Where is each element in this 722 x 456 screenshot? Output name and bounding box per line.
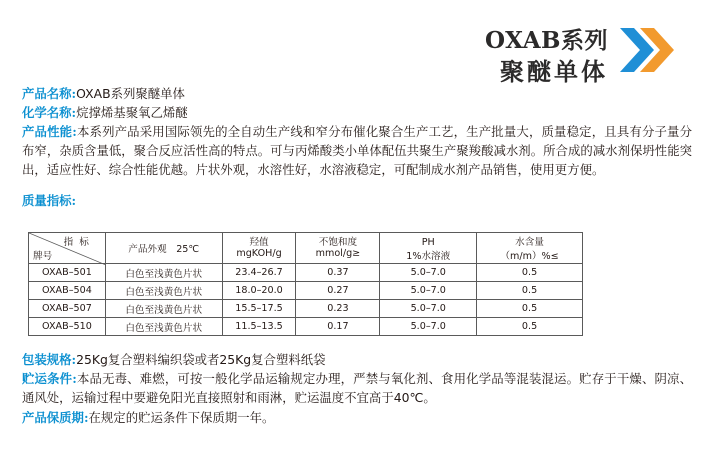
cell-grade: OXAB–501 (29, 264, 106, 282)
header-hydroxyl: 羟值 (222, 233, 296, 249)
storage-label: 贮运条件: (22, 371, 77, 387)
product-name-value: OXAB系列聚醚单体 (76, 86, 185, 101)
double-chevron-right-icon (616, 24, 680, 76)
shelf-life-label: 产品保质期: (22, 409, 89, 425)
product-info (22, 84, 692, 210)
cell-hydroxyl: 23.4–26.7 (222, 264, 296, 282)
header-unsaturation: 不饱和度 (296, 233, 380, 249)
cell-ph: 5.0–7.0 (380, 318, 477, 336)
chemical-name-label: 化学名称: (22, 105, 77, 120)
cell-water: 0.5 (477, 300, 583, 318)
series-subtitle: 聚醚单体 (500, 57, 608, 86)
header-unsaturation-unit: mmol/g≥ (296, 248, 380, 264)
cell-appearance: 白色至浅黄色片状 (105, 282, 222, 300)
cell-grade: OXAB–507 (29, 300, 106, 318)
header-index-label: 指标 (63, 237, 95, 248)
cell-ph: 5.0–7.0 (380, 264, 477, 282)
header-ph: PH (380, 233, 477, 249)
cell-appearance: 白色至浅黄色片状 (105, 300, 222, 318)
storage-text: 本品无毒、难燃，可按一般化学品运输规定办理，严禁与氧化剂、食用化学品等混装混运。贮存于干燥、阴凉、通风处，运输过程中要避免阳光直接照射和雨淋，贮运温度不宜高于40℃。 (22, 371, 692, 406)
header-water-unit: （m/m）%≤ (477, 248, 583, 264)
cell-unsaturation: 0.27 (296, 282, 380, 300)
cell-hydroxyl: 15.5–17.5 (222, 300, 296, 318)
header-appearance: 产品外观 25℃ (105, 233, 222, 264)
cell-water: 0.5 (477, 318, 583, 336)
header (420, 22, 680, 86)
header-water: 水含量 (477, 233, 583, 249)
table-header-row (29, 233, 583, 249)
cell-unsaturation: 0.17 (296, 318, 380, 336)
performance-label: 产品性能: (22, 124, 77, 139)
header-grade-label: 牌号 (33, 251, 53, 262)
table-row (29, 318, 583, 336)
performance-text: 本系列产品采用国际领先的全自动生产线和窄分布催化聚合生产工艺，生产批量大，质量稳定，且具有分子量分布窄，杂质含量低，聚合反应活性高的特点。可与丙烯酸类小单体配伍共聚生产聚羧酸减水剂。所合成的减水剂保坍性能突出，适应性好、综合性能优越。片状外观，水溶性好，水溶液稳定，可配制成水剂产品销售，使用更方便。 (22, 124, 692, 177)
header-hydroxyl-unit: mgKOH/g (222, 248, 296, 264)
cell-hydroxyl: 11.5–13.5 (222, 318, 296, 336)
packaging-value: 25Kg复合塑料编织袋或者25Kg复合塑料纸袋 (76, 352, 326, 367)
quality-title: 质量指标: (22, 193, 77, 208)
chemical-name-line (22, 103, 692, 122)
series-title: OXAB系列 (485, 27, 608, 54)
product-name-label: 产品名称: (22, 86, 77, 101)
table-row (29, 264, 583, 282)
shelf-life-line (22, 408, 692, 427)
cell-appearance: 白色至浅黄色片状 (105, 318, 222, 336)
chemical-name-value: 烷撑烯基聚氧乙烯醚 (76, 105, 188, 120)
cell-water: 0.5 (477, 264, 583, 282)
cell-grade: OXAB–510 (29, 318, 106, 336)
packaging-label: 包装规格: (22, 352, 77, 367)
table-row (29, 282, 583, 300)
table-row (29, 300, 583, 318)
cell-unsaturation: 0.37 (296, 264, 380, 282)
cell-grade: OXAB–504 (29, 282, 106, 300)
cell-ph: 5.0–7.0 (380, 282, 477, 300)
cell-ph: 5.0–7.0 (380, 300, 477, 318)
storage-paragraph (22, 369, 692, 407)
header-grade-index (29, 233, 106, 264)
cell-hydroxyl: 18.0–20.0 (222, 282, 296, 300)
product-name-line (22, 84, 692, 103)
cell-water: 0.5 (477, 282, 583, 300)
header-ph-unit: 1%水溶液 (380, 248, 477, 264)
performance-paragraph (22, 122, 692, 179)
storage-info (22, 350, 692, 427)
shelf-life-value: 在规定的贮运条件下保质期一年。 (88, 409, 275, 425)
cell-appearance: 白色至浅黄色片状 (105, 264, 222, 282)
quality-spec-table (28, 232, 583, 336)
cell-unsaturation: 0.23 (296, 300, 380, 318)
packaging-line (22, 350, 692, 369)
